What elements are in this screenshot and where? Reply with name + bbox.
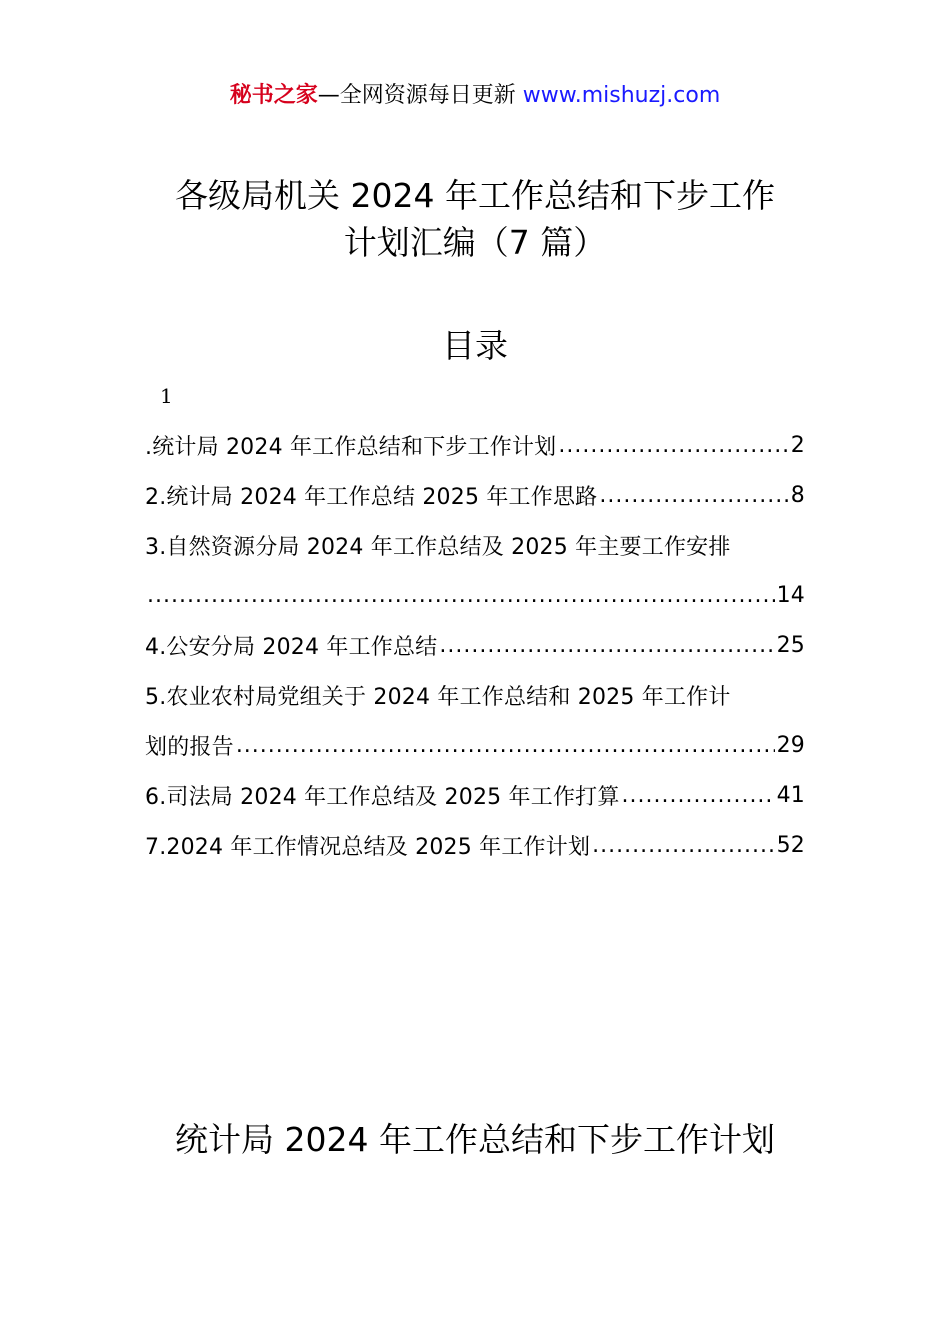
header-tagline: —全网资源每日更新 <box>317 83 523 108</box>
toc-entry-text: 3.自然资源分局 2024 年工作总结及 2025 年主要工作安排 <box>145 534 731 560</box>
document-title <box>150 172 800 266</box>
toc-leader-dots <box>236 733 775 758</box>
toc-entry-5[interactable] <box>145 670 805 720</box>
toc-entry-2[interactable] <box>145 470 805 520</box>
toc-leader-dots <box>592 833 774 858</box>
toc-heading: 目录 <box>442 326 508 365</box>
toc-entry-text: 划的报告 <box>145 734 234 760</box>
toc-leader-dots <box>622 783 775 808</box>
toc-entry-page: 25 <box>776 632 805 658</box>
site-url-link[interactable]: www.mishuzj.com <box>522 83 721 108</box>
toc-entry-text: 5.农业农村局党组关于 2024 年工作总结和 2025 年工作计 <box>145 684 731 710</box>
toc-entry-4[interactable] <box>145 620 805 670</box>
toc-marker: 1 <box>160 384 173 408</box>
toc-entry-text: 4.公安分局 2024 年工作总结 <box>145 634 438 660</box>
toc-entry-3-continuation[interactable] <box>145 570 805 620</box>
toc-leader-dots <box>558 433 788 458</box>
toc-entry-page: 2 <box>790 432 805 458</box>
document-title-line-1: 各级局机关 2024 年工作总结和下步工作 <box>175 176 775 215</box>
toc-entry-page: 29 <box>776 732 805 758</box>
toc-entry-1[interactable] <box>145 420 805 470</box>
toc-entry-text: 2.统计局 2024 年工作总结 2025 年工作思路 <box>145 484 598 510</box>
toc-entry-page: 8 <box>790 482 805 508</box>
toc-entry-text: .统计局 2024 年工作总结和下步工作计划 <box>145 434 557 460</box>
toc-entry-page: 14 <box>776 582 805 608</box>
site-header-banner <box>0 80 950 112</box>
toc-leader-dots <box>599 483 788 508</box>
toc-entry-6[interactable] <box>145 770 805 820</box>
section-title: 统计局 2024 年工作总结和下步工作计划 <box>175 1120 775 1159</box>
toc-entry-page: 52 <box>776 832 805 858</box>
toc-leader-dots <box>147 583 775 608</box>
toc-entry-text: 6.司法局 2024 年工作总结及 2025 年工作打算 <box>145 784 620 810</box>
brand-name: 秘书之家 <box>229 83 318 108</box>
toc-entry-5-continuation[interactable] <box>145 720 805 770</box>
toc-entry-text: 7.2024 年工作情况总结及 2025 年工作计划 <box>145 834 591 860</box>
toc-leader-dots <box>439 633 774 658</box>
table-of-contents <box>145 420 805 870</box>
toc-entry-7[interactable] <box>145 820 805 870</box>
document-title-line-2: 计划汇编（7 篇） <box>343 223 607 262</box>
toc-entry-3[interactable] <box>145 520 805 570</box>
toc-entry-page: 41 <box>776 782 805 808</box>
